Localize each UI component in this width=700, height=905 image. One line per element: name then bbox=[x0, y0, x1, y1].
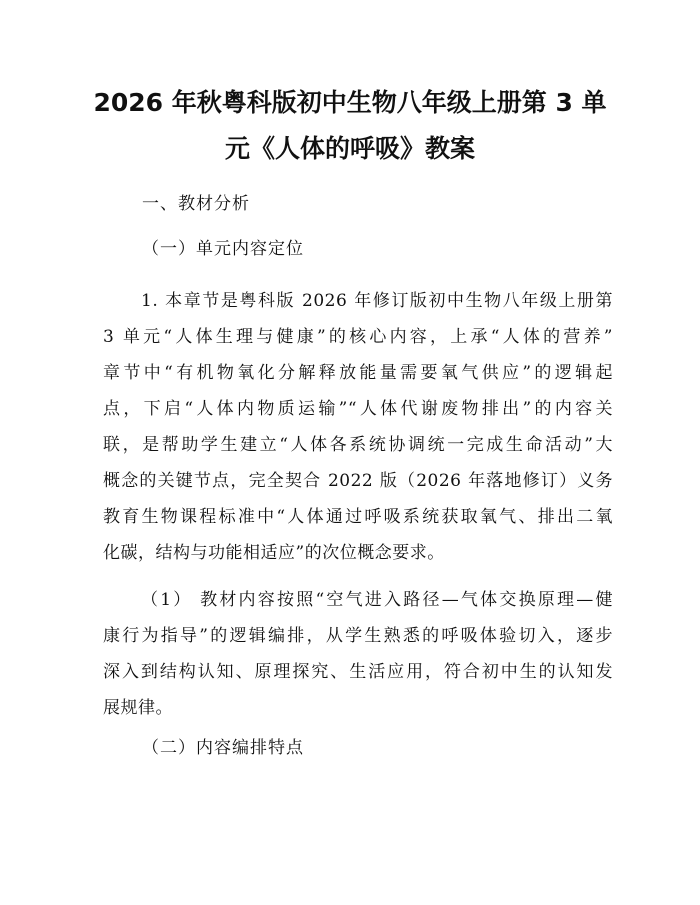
paragraph-unit-positioning bbox=[103, 283, 613, 571]
paragraph-line: 3 单元“人体生理与健康”的核心内容，上承“人体的营养” bbox=[103, 327, 613, 347]
paragraph-line: （1） 教材内容按照“空气进入路径—气体交换原理—健 bbox=[141, 590, 613, 610]
document-title-line-1: 2026 年秋粤科版初中生物八年级上册第 3 单 bbox=[93, 88, 607, 117]
paragraph-line: 联，是帮助学生建立“人体各系统协调统一完成生命活动”大 bbox=[103, 435, 613, 455]
section-heading-textbook-analysis: 一、教材分析 bbox=[142, 194, 250, 214]
paragraph-line: 章节中“有机物氧化分解释放能量需要氧气供应”的逻辑起 bbox=[103, 363, 613, 383]
paragraph-content-arrangement bbox=[103, 582, 613, 726]
paragraph-line: 展规律。 bbox=[103, 698, 173, 718]
paragraph-line: 康行为指导”的逻辑编排，从学生熟悉的呼吸体验切入，逐步 bbox=[103, 626, 613, 646]
subsection-heading-unit-positioning: （一）单元内容定位 bbox=[142, 239, 304, 259]
document-title-line-2: 元《人体的呼吸》教案 bbox=[224, 134, 475, 163]
paragraph-line: 教育生物课程标准中“人体通过呼吸系统获取氧气、排出二氧 bbox=[103, 507, 613, 527]
paragraph-line: 点，下启“人体内物质运输”“人体代谢废物排出”的内容关 bbox=[103, 399, 613, 419]
paragraph-line: 概念的关键节点，完全契合 2022 版（2026 年落地修订）义务 bbox=[103, 471, 613, 491]
paragraph-line: 深入到结构认知、原理探究、生活应用，符合初中生的认知发 bbox=[103, 662, 613, 682]
paragraph-line: 化碳，结构与功能相适应”的次位概念要求。 bbox=[103, 543, 445, 563]
subsection-heading-arrangement-features: （二）内容编排特点 bbox=[142, 738, 304, 758]
paragraph-line: 1. 本章节是粤科版 2026 年修订版初中生物八年级上册第 bbox=[141, 291, 613, 311]
